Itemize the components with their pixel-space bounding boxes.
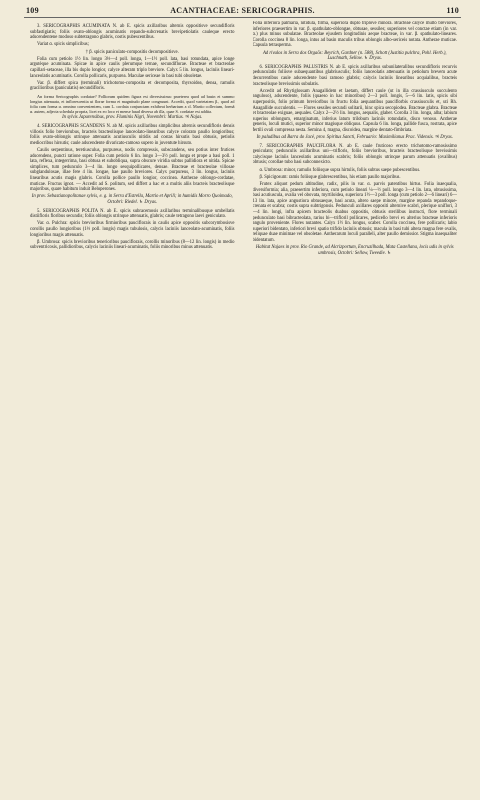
- paragraph: α. Umbrosa: minor, ramulis foliisque supra hirtulis, foliis subtus saepe pubescentibus.: [259, 167, 421, 173]
- paragraph: 6. SERICOGRAPHIS PALUSTRIS N. ab E. spicis axillaribus subunilateralibus secundifloris recurvis pedunculatis foliisve subaequantibus glabriusculis; foliis lanceolatis attenuatis in petiolum brevem acute decurrentibus caule adscendente basi ramoso glabris; calycis laciniis linearibus acquialibus, bracteis bracteolisque brevissimis subulatis.: [252, 64, 457, 87]
- page-number-right: 110: [446, 6, 459, 15]
- paragraph: Folia cum petiolo 1½ lin. longo 3⅓—4 poll. longa, 1—1½ poll. lata, basi rotundata, apice longe argutèque acuminata. Spicae in apice caulis plerumque ternae, secundiflorae. Bracteae et bracteolae capillari-setaceae, illa bis duplo longior, calyce alteram triplo breviore. Calyx 5 lin. longus, laciniis lineari-lanceolatis acuminatis. Corolla pollicaris, purpurea. Maculae sericeae in basi tubi obsoletae.: [30, 56, 235, 79]
- paragraph: Var. α. Pulchra: spicis brevioribus firmioribus pauciflorais in caulis apice oppositis subcorymbosisve corollis paullo longioribus (1⅓ poll. longis) magis tubulosis, calycis laciniis lanceolato-acuminatis, foliis longioribus magis attenuatis.: [30, 221, 235, 238]
- paragraph: 3. SERICOGRAPHIS ACUMINATA N. ab E. spicis axillaribus alternis oppositisve secundifloris subfastigiatis; foliis ovato-oblongis acuminatis repando-subcrenatis brevipetiolatis cauleque erecto adscendentene modoso subtetragono glabris, costis pubescentibus.: [30, 24, 235, 41]
- header-rule: [24, 17, 461, 18]
- left-column: [30, 21, 235, 796]
- paragraph: 7. SERICOGRAPHIS PAUCIFLORA N. ab E. caule fruticoso erecto trichotomo-ramosissimo geniculato; pedunculis axillaribus uni—trifloris, foliis brevioribus, bracteis bracteolisque brevissimis calycisque laciniis lanceolatis acuminatis scabris; foliis oblongis utrinque parum attenuatis (ovalibus) obtusis; corollae tubo basi subconnexicto.: [252, 143, 457, 166]
- paragraph: Habitat Najaes in prov. Rio Grande, ad Alcrizportum, Encruzilhada, Mata Castellana, locis udis in sylvis umbrosis, Octobri: Sellow, Tweedie. ♄: [255, 245, 454, 256]
- paragraph: Variat α. spicis simplicibus;: [37, 42, 89, 48]
- page-number-left: 109: [26, 6, 39, 15]
- paragraph: β. Spicigosum: ramis foliisque glabrescentibus, his etiam paullo majoribus.: [259, 174, 401, 180]
- paragraph: 5. SERICOGRAPHIS POLITA N. ab E. spicis subracemosis axillaribus terminalibusque umbellatis distiifloris floribus secundis; foliis oblongis utrinque attenuatis, glabris; caule tetragono laevi geniculato.: [30, 208, 235, 220]
- paragraph: 4. SERICOGRAPHIS SCANDENS N. ab M. spicis axillaribus simplicibus alternis secundifloris densis villosis folio breviorubus, bracteis bracteolisque lanceolato-linearibus calyce coloratо paullo longioribus; foliis ovato-oblongis utrinque attenuatis acutiusculis nitidis ad costas hirsutis basi obtusis, petiolis mediocribus hirsutis; caule adscendente divaricato-ramoso supero in juventute hirsuto.: [30, 124, 235, 146]
- paragraph: An forma Sericographis cordatae? Folliorum quidem figura est diversissima: praeterea quod ad basin et summo longius attenuata, et inflorescentia ut florae forma et magnitudo plane congruunt. Accedit, quod varietatem β., quod ad folia cum forma α. omnino convenientem, cum L. cordata conjunctam exhibeat herbarium a cl. Martio collectum, formâ α. autem, adjecta schedula propria, licet ex eo loco et mense haud diversa ab illa, quae S. cordatae est addita.: [30, 93, 235, 114]
- paragraph: Ad rivulos in Serra dos Orgaõs: Beyrich, Gardner (n. 588), Schott (Justitia pulchra, Pohl. Herb.), Luschnath, Sellow. ♄ Dryas.: [262, 50, 447, 62]
- paragraph: Caulis serpentinus, teretiusculus, purpureus, nodis compressis, subscandens, seu potius inter frutices adscendens, puncti ratione super. Folia cum petiolo 6 lin. longo 3—3½ poll. longa et prope a basi poll. 1 lata, reflexa, integerrima, basi obtusa et subobliqua, supra obscure viridia subtus pallidiora et nitida. Spicae simplices, tum pedunculo 3—4 lin. longo sesquipollicares, densae. Bracteae et bracteolae villosae subglandulosae, illae fere 4 lin. longae, hae paullo breviores. Calyx purpureus, 3 lin. longus, laciniis linearibus acutis magis glabris. Corolla pollice paullo longior, coccinea. Antherae oblongo-cordatae, muticae. Fructus ignot. — Accedit ad S. politum, sed differt a hac et a multis aliis bracteis bracteolisque majoribus, quare habitum induit Beloperones.: [30, 148, 235, 193]
- paragraph: In sylvis Japurensibus, prov. Fluminis Nigri, Novembri: Martius. ♃ Najas.: [62, 115, 203, 121]
- text-columns: [30, 21, 457, 796]
- paragraph: β. Umbrosa: spicis brevioribus tenerioribus pauciflorais, corollis minoribus (8—12 lin. longis) in medio subventricosis, pallidioribus, calycis laciniis lineari-acuminatis, foliis minoribus minus attenuatis.: [30, 239, 235, 251]
- paragraph: Frutex aliquot pedum altitudine, radix, pilis in var. α. parvis patentibus hirtus. Folia inaequalia, diversiformia; alia, praesertim inferiora, cum petiolo lineari ¼—½ poll. longo 3—4 lin. lata, obtusissima, basi acutiuscula, ovalia vel obovata, myrtiloidea, superiora 1½—3 poll. longa (cum petiolo 2—6 lineari) 6—13 lin. lata, apice angustiora obtusaeque, basi acuta, altero saepe minore, margine repanda repandoque-crenata et scabra; costis supra subtrigonsis. Pedunculi axillares oppositi alternive scabri, plerique uniflori, 3—4 lin. longi, infra apicem bracteolis duabus oppositis, obtusis sterilibus instructi, flore terminali pedunculato basi bibracteolata, rarius bi—trifloril pollicares, pedicello brevi ex alterius bracteae inferioris angulo proveniente. Flores nutantes. Calyx 1½ lin. longus, scaber. Corolla coccinea, fere pollicaris; labio superiori bidentato, inferiori brevi spatio trifido laciniis obtusis; macula in basi tubi altera magna fere ovalis, reliquae duae minimae vel obsoletae. Antherarum loculi paralleli, alter paullo demissior. Stigma inaequaliter bidentatum.: [252, 182, 457, 243]
- right-column: [253, 21, 458, 796]
- paragraph: In prov. Sebastianopolitanae sylvis, e. g. in Serra d'Estrella, Martio et Aprili; in humidis Morro Quoimado, Octobri: Riedel. ♄ Dryas.: [31, 194, 233, 205]
- paragraph: Folia inferiora palmaria, nitidula, firma, superiora duplo triplove minora. Bracteae calyce multo breviores, inferiores praesertim in var. β. spathulato-oblongae, obtusae, sessiles; superiores vel conctae etiam (in var. α.) plus minus subulatae. Bracteolae ejusdem longitudinis aeque bracteae, in var. β. spathulato-lineares. Corolla coccinea 8 lin. longa, intus ad basin maculis tribus oblongis albo-sericeis notata. Antherae muticae. Capsula tetrasperma.: [252, 21, 457, 49]
- paragraph: Accedit ad Rhytiglossam Anagallidem et laetam, differt caule (ut in illa crassiusculo succulento anguloso), adscendente, foliis (quaeso in hac minoribus) 2—3 poll. longis, 5—6 lin. latis, spicis sibi superpositis, folio primum breviorlbus in fructu folia aequantibus pauciflorbis crassiusculis et, uti Rh. Anagallide succulentis. — Flores sessiles secundi solitarii, hinc spica secopiodea. Bracteae glabra. Bracteae et bracteolae exiguae, aequales. Calyx 2—2½ lin. longus, aequalis, glaber. Corolla 3 lin. longa, alba; labium superius oblongum, emarginatum, inferius latum trilobum laciniis rotundatis, disco venoso. Antherae generis, loculi mutici, superior minor magisque obliquus. Capsula 6 lin. longa, pallide fusca, rostrata, apice fertili ovali compressa nesta. Semina 4, magna, discoidea, margine dentato-fimbriata.: [252, 88, 457, 133]
- paragraph: Var. β. differt spica (terminali) trichotomo-composita et decomposita, thyrsoidea, densa, ramulis gracilioribus (paniculatis) secundifloris.: [30, 80, 235, 92]
- running-title: ACANTHACEAE: SERICOGRAPHIS.: [170, 6, 315, 15]
- paragraph: In paludibus ad Barra do Jacé, prov. Spiritus Sancti, Februario: Maximilianus Prac. Vidensis. ♃ Dryas.: [256, 135, 453, 141]
- paragraph: † β. spicis paniculato-compositis decompositisve.: [85, 49, 179, 55]
